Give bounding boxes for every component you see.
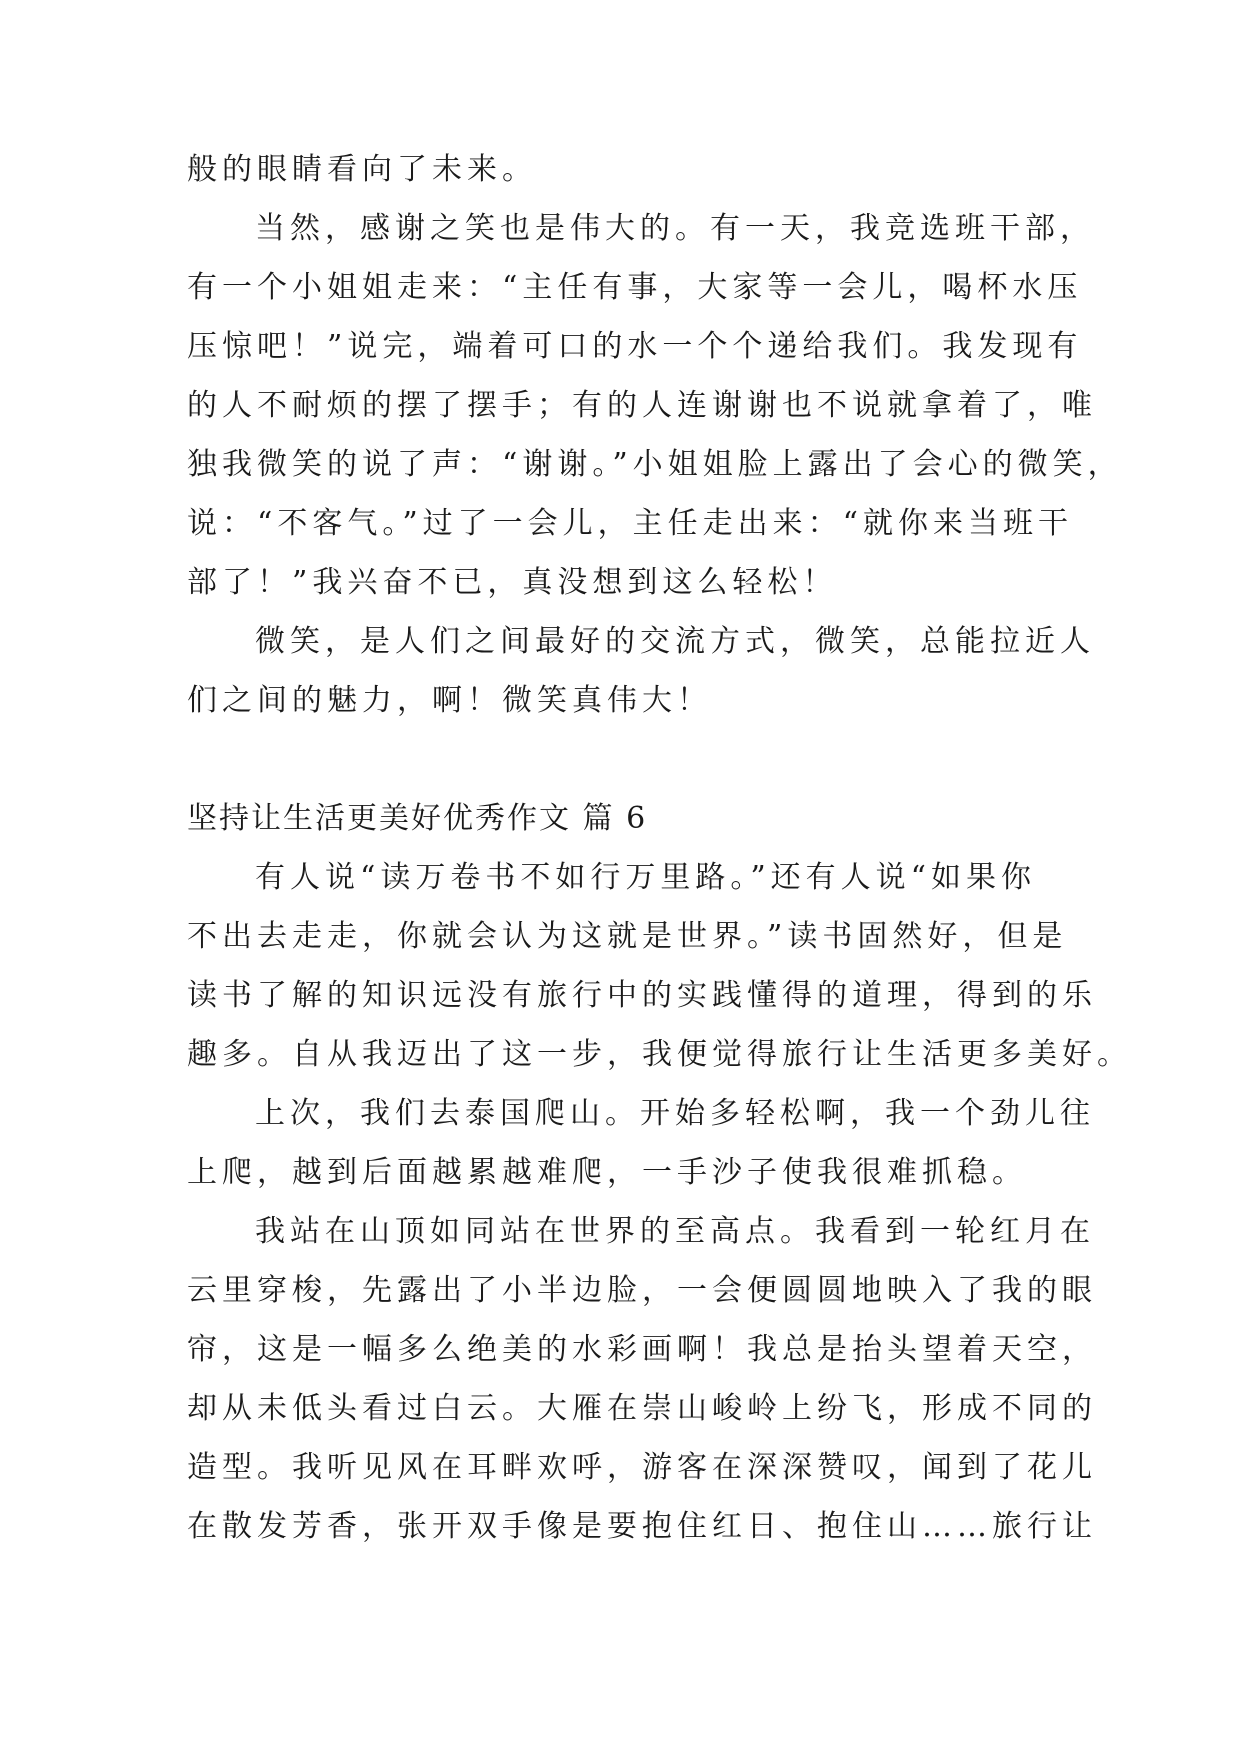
paragraph-line: 在散发芳香，张开双手像是要抱住红日、抱住山……旅行让 (187, 1509, 1097, 1544)
paragraph-line: 我站在山顶如同站在世界的至高点。我看到一轮红月在 (255, 1214, 1095, 1249)
essay-heading: 坚持让生活更美好优秀作文 篇 6 (187, 801, 648, 836)
paragraph-line: 当然，感谢之笑也是伟大的。有一天，我竞选班干部， (255, 211, 1095, 246)
paragraph-line: 压惊吧！”说完，端着可口的水一个个递给我们。我发现有 (187, 329, 1083, 364)
paragraph-line: 部了！”我兴奋不已，真没想到这么轻松！ (187, 565, 838, 600)
paragraph-line: 造型。我听见风在耳畔欢呼，游客在深深赞叹，闻到了花儿 (187, 1450, 1097, 1485)
paragraph-line: 趣多。自从我迈出了这一步，我便觉得旅行让生活更多美好。 (187, 1037, 1132, 1072)
paragraph-line: 帘，这是一幅多么绝美的水彩画啊！我总是抬头望着天空， (187, 1332, 1097, 1367)
paragraph-line: 的人不耐烦的摆了摆手；有的人连谢谢也不说就拿着了，唯 (187, 388, 1097, 423)
essay-6 (187, 789, 1132, 1556)
paragraph-line: 微笑，是人们之间最好的交流方式，微笑，总能拉近人 (255, 624, 1095, 659)
paragraph-line: 般的眼睛看向了未来。 (187, 152, 537, 187)
paragraph-line: 读书了解的知识远没有旅行中的实践懂得的道理，得到的乐 (187, 978, 1097, 1013)
paragraph-line: 们之间的魅力，啊！微笑真伟大！ (187, 683, 712, 718)
paragraph-line: 独我微笑的说了声：“谢谢。”小姐姐脸上露出了会心的微笑， (187, 447, 1123, 482)
paragraph-line: 有人说“读万卷书不如行万里路。”还有人说“如果你 (255, 860, 1037, 895)
section-spacer (187, 730, 1241, 789)
paragraph-line: 上爬，越到后面越累越难爬，一手沙子使我很难抓稳。 (187, 1155, 1027, 1190)
paragraph-line: 有一个小姐姐走来：“主任有事，大家等一会儿，喝杯水压 (187, 270, 1083, 305)
paragraph-line: 却从未低头看过白云。大雁在崇山峻岭上纷飞，形成不同的 (187, 1391, 1097, 1426)
paragraph-line: 云里穿梭，先露出了小半边脸，一会便圆圆地映入了我的眼 (187, 1273, 1097, 1308)
paragraph-line: 不出去走走，你就会认为这就是世界。”读书固然好，但是 (187, 919, 1068, 954)
paragraph-line: 上次，我们去泰国爬山。开始多轻松啊，我一个劲儿往 (255, 1096, 1095, 1131)
essay-5-ending (187, 140, 1123, 730)
paragraph-line: 说：“不客气。”过了一会儿，主任走出来：“就你来当班干 (187, 506, 1074, 541)
